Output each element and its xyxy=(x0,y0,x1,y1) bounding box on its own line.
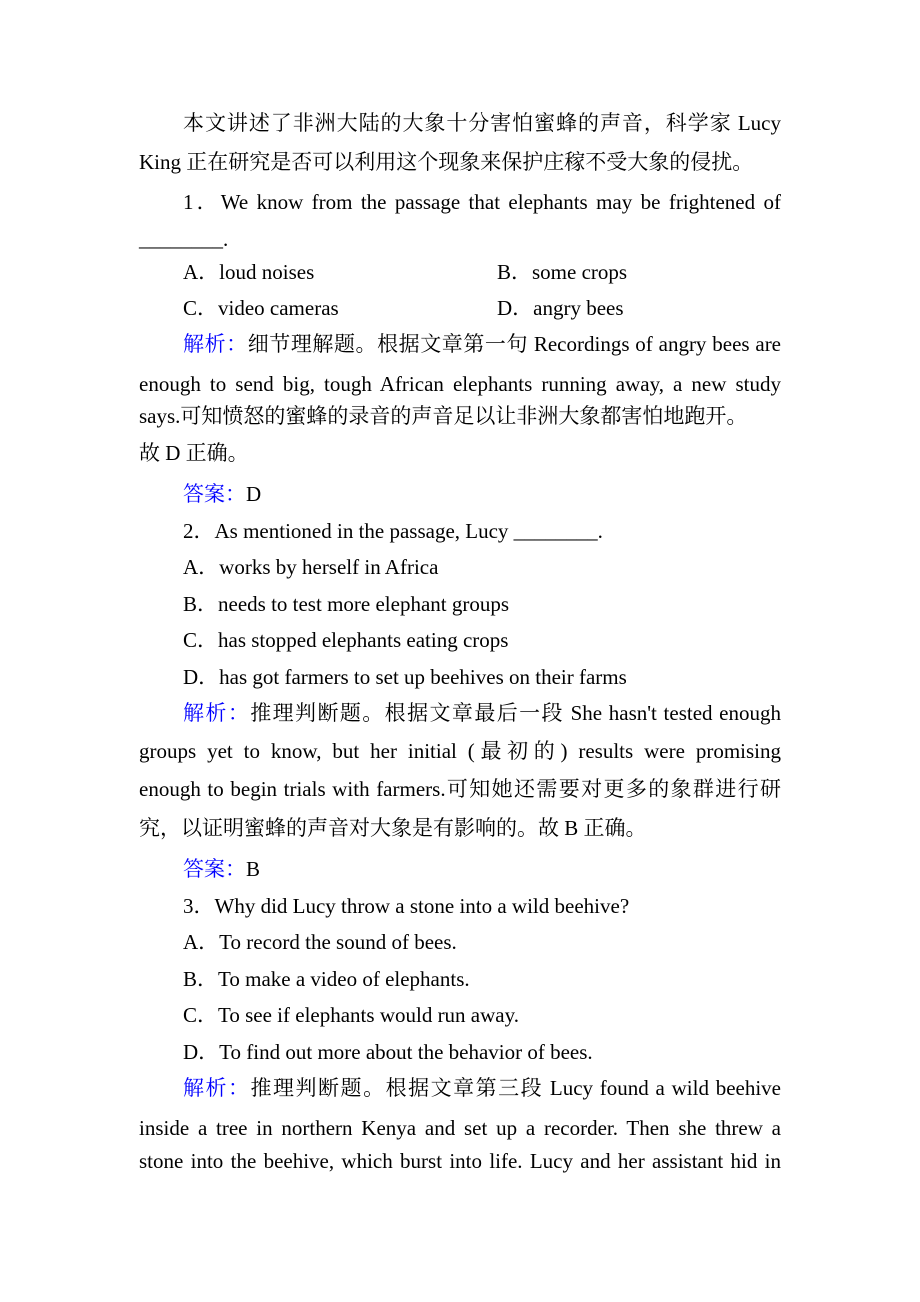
answer-value: B xyxy=(246,857,261,881)
option-b: B．some crops xyxy=(497,260,628,284)
analysis-text: 推理判断题。根据文章最后一段 She hasn't tested enough xyxy=(250,701,782,725)
analysis-label: 解析： xyxy=(183,332,248,356)
answer-label: 答案： xyxy=(183,857,246,881)
option-d: D．has got farmers to set up beehives on their farms xyxy=(183,665,627,689)
answer-line xyxy=(183,856,781,882)
answer-line xyxy=(183,481,781,507)
analysis-line: inside a tree in northern Kenya and set up a recorder. Then she threw a xyxy=(139,1116,781,1140)
analysis-line: 究，以证明蜜蜂的声音对大象是有影响的。故 B 正确。 xyxy=(139,816,647,840)
option-b: B．To make a video of elephants. xyxy=(183,967,470,991)
question-stem: 3．Why did Lucy throw a stone into a wild beehive? xyxy=(183,894,630,918)
answer-label: 答案： xyxy=(183,482,246,506)
analysis-label: 解析： xyxy=(183,1076,251,1100)
option-a: A．works by herself in Africa xyxy=(183,555,439,579)
option-d: D．To find out more about the behavior of bees. xyxy=(183,1040,593,1064)
analysis-line: 故 D 正确。 xyxy=(139,441,249,465)
option-d: D．angry bees xyxy=(497,296,624,320)
summary-line: King 正在研究是否可以利用这个现象来保护庄稼不受大象的侵扰。 xyxy=(139,150,754,174)
analysis-text: 推理判断题。根据文章第三段 Lucy found a wild beehive xyxy=(250,1076,782,1100)
question-blank: ________. xyxy=(139,227,229,251)
analysis-line xyxy=(183,700,781,726)
option-a: A．To record the sound of bees. xyxy=(183,930,457,954)
analysis-line xyxy=(183,331,781,357)
option-c: C．has stopped elephants eating crops xyxy=(183,628,509,652)
analysis-line xyxy=(183,1075,781,1101)
answer-value: D xyxy=(246,482,262,506)
option-c: C．video cameras xyxy=(183,296,339,320)
option-b: B．needs to test more elephant groups xyxy=(183,592,510,616)
question-stem: 1．We know from the passage that elephants may be frightened of xyxy=(183,190,781,214)
analysis-line: enough to send big, tough African elephants running away, a new study xyxy=(139,372,781,396)
analysis-line: enough to begin trials with farmers.可知她还需要对更多的象群进行研 xyxy=(139,777,781,801)
summary-line: 本文讲述了非洲大陆的大象十分害怕蜜蜂的声音，科学家 Lucy xyxy=(183,111,781,135)
analysis-line: groups yet to know, but her initial (最初的) results were promising xyxy=(139,739,781,763)
analysis-line: stone into the beehive, which burst into life. Lucy and her assistant hid in xyxy=(139,1149,781,1173)
analysis-line: says.可知愤怒的蜜蜂的录音的声音足以让非洲大象都害怕地跑开。 xyxy=(139,404,748,428)
analysis-text: 细节理解题。根据文章第一句 Recordings of angry bees are xyxy=(247,332,782,356)
analysis-label: 解析： xyxy=(183,701,251,725)
option-a: A．loud noises xyxy=(183,260,315,284)
option-c: C．To see if elephants would run away. xyxy=(183,1003,519,1027)
question-stem: 2．As mentioned in the passage, Lucy ________. xyxy=(183,519,603,543)
